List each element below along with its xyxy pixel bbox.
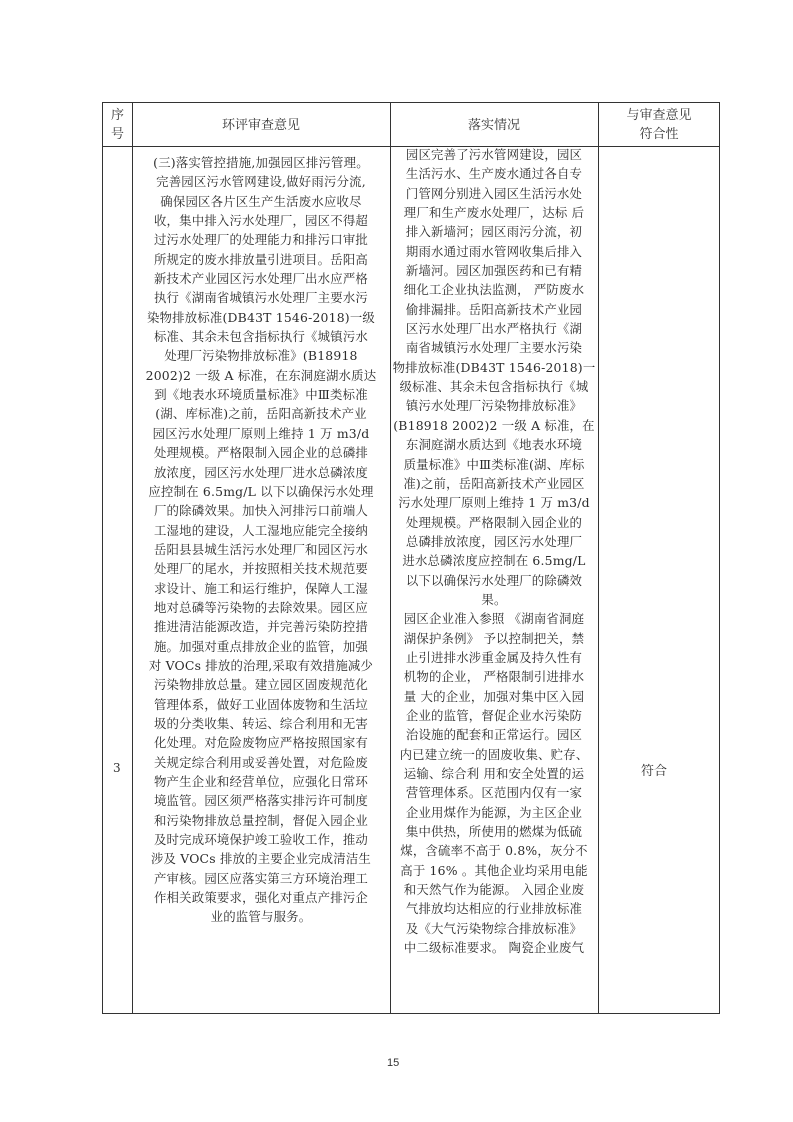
text-line: 过污水处理厂的处理能力和排污口审批 [153,232,369,248]
header-conformity-line2: 符合性 [639,127,679,142]
text-line: 期雨水通过雨水管网收集后排入 [405,243,583,259]
text-line: 机物的企业， 严格限制引进排水 [403,669,585,685]
text-line: 企业的监管，督促企业水污染防 [405,707,583,723]
text-line: 营管理体系。区范围内仅有一家 [405,785,583,801]
page-number: 15 [387,1057,400,1069]
text-line: 化处理。对危险废物应严格按照国家有 [153,735,369,751]
text-line: 园区完善了污水管网建设，园区 [405,147,583,162]
text-line: 及时完成环境保护竣工验收工作，推动 [153,832,369,848]
text-line: 及《大气污染物综合排放标准》 [405,920,583,936]
text-line: 污染物排放总量。建立园区固废规范化 [153,677,369,693]
text-line: 煤，含硫率不高于 0.8%，灰分不 [400,843,588,859]
text-line: 2002)2 一级 A 标准，在东洞庭湖水质达 [145,367,377,383]
text-line: 求设计、施工和运行维护，保障人工湿 [153,580,369,596]
text-line: 物产生企业和经营单位，应强化日常环 [153,774,369,789]
header-implementation-label: 落实情况 [467,117,520,133]
row-index: 3 [113,761,121,775]
text-line: 生活污水、生产废水通过各自专 [405,166,583,182]
text-line: 果。 [481,591,507,607]
header-implementation [390,103,598,147]
text-line: 细化工企业执法监测， 严防废水 [403,282,585,298]
text-line: 应控制在 6.5mg/L 以下以确保污水处理 [148,483,374,499]
text-line: 标准、其余未包含指标执行《城镇污水 [153,329,369,345]
conformity-value: 符合 [641,764,668,779]
implementation-cell [392,145,596,957]
review-table [102,102,720,1014]
text-line: 湖保护条例》 予以控制把关，禁 [403,630,585,646]
text-line: 排入新墙河；园区雨污分流，初 [405,224,583,240]
text-line: 产审核。园区应落实第三方环境治理工 [153,870,369,886]
text-line: 内已建立统一的固废收集、贮存、 [399,746,589,762]
text-line: 镇污水处理厂污染物排放标准》 [405,398,583,414]
text-line: 物排放标准(DB43T 1546-2018)一 [392,359,596,375]
header-conformity-line1: 与审查意见 [626,108,692,123]
text-line: 到《地表水环境质量标准》中Ⅲ类标准 [154,387,368,403]
text-line: 境监管。园区须严格落实排污许可制度 [153,793,369,809]
text-line: 区污水处理厂出水严格执行《湖 [405,321,583,337]
text-line: (湖、库标准)之前，岳阳高新技术产业 [155,406,367,422]
text-line: 圾的分类收集、转运、综合利用和无害 [153,715,369,731]
text-line: 对 VOCs 排放的治理,采取有效措施减少 [148,657,374,673]
text-line: (B18918 2002)2 一级 A 标准，在 [393,417,595,433]
text-line: 处理厂污染物排放标准》(B18918 [164,348,358,364]
text-line: 东洞庭湖水质达到《地表水环境 [405,437,583,453]
text-line: 推进清洁能源改造，并完善污染防控措 [153,619,369,635]
text-line: 执行《湖南省城镇污水处理厂主要水污 [153,290,369,306]
text-line: 岳阳县县城生活污水处理厂和园区污水 [153,541,369,557]
text-line: 中二级标准要求。 陶瓷企业废气 [403,940,585,956]
text-line: 工湿地的建设，人工湿地应能完全接纳 [153,522,369,538]
text-line: 止引进排水涉重金属及持久性有 [405,649,583,665]
text-line: (三)落实管控措施,加强园区排污管理。 [153,155,369,170]
text-line: 和天然气作为能源。 入园企业废 [403,882,585,898]
text-line: 作相关政策要求，强化对重点产排污企 [153,890,369,906]
text-line: 涉及 VOCs 排放的主要企业完成清洁生 [150,851,372,867]
text-line: 门管网分别进入园区生活污水处 [405,185,583,201]
text-line: 处理规模。严格限制入园企业的总磷排 [153,445,369,461]
column-divider [598,103,599,1013]
text-line: 气排放均达相应的行业排放标准 [405,901,583,917]
text-line: 级标准、其余未包含指标执行《城 [399,379,589,395]
text-line: 所规定的废水排放量引进项目。岳阳高 [153,251,369,267]
text-line: 放浓度，园区污水处理厂进水总磷浓度 [153,464,369,480]
text-line: 园区污水处理厂原则上维持 1 万 m3/d [152,425,370,441]
text-line: 收，集中排入污水处理厂，园区不得超 [153,213,369,229]
header-index-line2: 号 [110,127,124,142]
header-conformity [598,103,720,147]
text-line: 地对总磷等污染物的去除效果。园区应 [153,599,369,615]
text-line: 进水总磷浓度应控制在 6.5mg/L [402,553,586,569]
text-line: 治设施的配套和正常运行。园区 [405,727,583,743]
text-line: 管理体系，做好工业固体废物和生活垃 [153,696,369,712]
opinion-cell [134,153,388,927]
text-line: 和污染物排放总量控制，督促入园企业 [153,812,369,828]
text-line: 理厂和生产废水处理厂，达标 后 [403,205,585,221]
text-line: 量 大的企业，加强对集中区入园 [403,688,585,704]
text-line: 新墙河。园区加强医药和已有精 [405,263,583,279]
text-line: 集中供热，所使用的燃煤为低硫 [405,824,583,840]
header-index [103,103,132,147]
header-index-line1: 序 [110,108,124,123]
text-line: 园区企业准入参照 《湖南省洞庭 [403,611,585,627]
text-line: 偷排漏排。岳阳高新技术产业园 [405,301,583,317]
text-line: 施。加强对重点排放企业的监管，加强 [153,638,369,654]
column-divider [132,103,133,1013]
column-divider [390,103,391,1013]
header-opinion-label: 环评审查意见 [221,117,300,133]
text-line: 高于 16% 。其他企业均采用电能 [400,862,588,878]
text-line: 确保园区各片区生产生活废水应收尽 [160,193,362,209]
text-line: 完善园区污水管网建设,做好雨污分流, [156,174,366,190]
text-line: 以下以确保污水处理厂的除磷效 [405,572,583,588]
text-line: 新技术产业园区污水处理厂出水应严格 [153,271,369,287]
text-line: 染物排放标准(DB43T 1546-2018)一级 [146,309,376,325]
text-line: 处理规模。严格限制入园企业的 [405,514,583,530]
text-line: 厂的除磷效果。加快入河排污口前端人 [153,503,369,519]
text-line: 企业用煤作为能源，为主区企业 [405,804,583,820]
text-line: 总磷排放浓度，园区污水处理厂 [405,533,583,549]
text-line: 运输、综合利 用和安全处置的运 [403,766,585,781]
text-line: 关规定综合利用或妥善处置，对危险废 [153,754,369,770]
text-line: 污水处理厂原则上维持 1 万 m3/d [398,495,590,511]
text-line: 处理厂的尾水，并按照相关技术规范要 [153,561,369,577]
text-line: 准)之前，岳阳高新技术产业园区 [403,475,585,491]
text-line: 业的监管与服务。 [210,909,312,925]
header-opinion [132,103,390,147]
text-line: 南省城镇污水处理厂主要水污染 [405,340,583,356]
text-line: 质量标准》中Ⅲ类标准(湖、库标 [403,456,585,472]
